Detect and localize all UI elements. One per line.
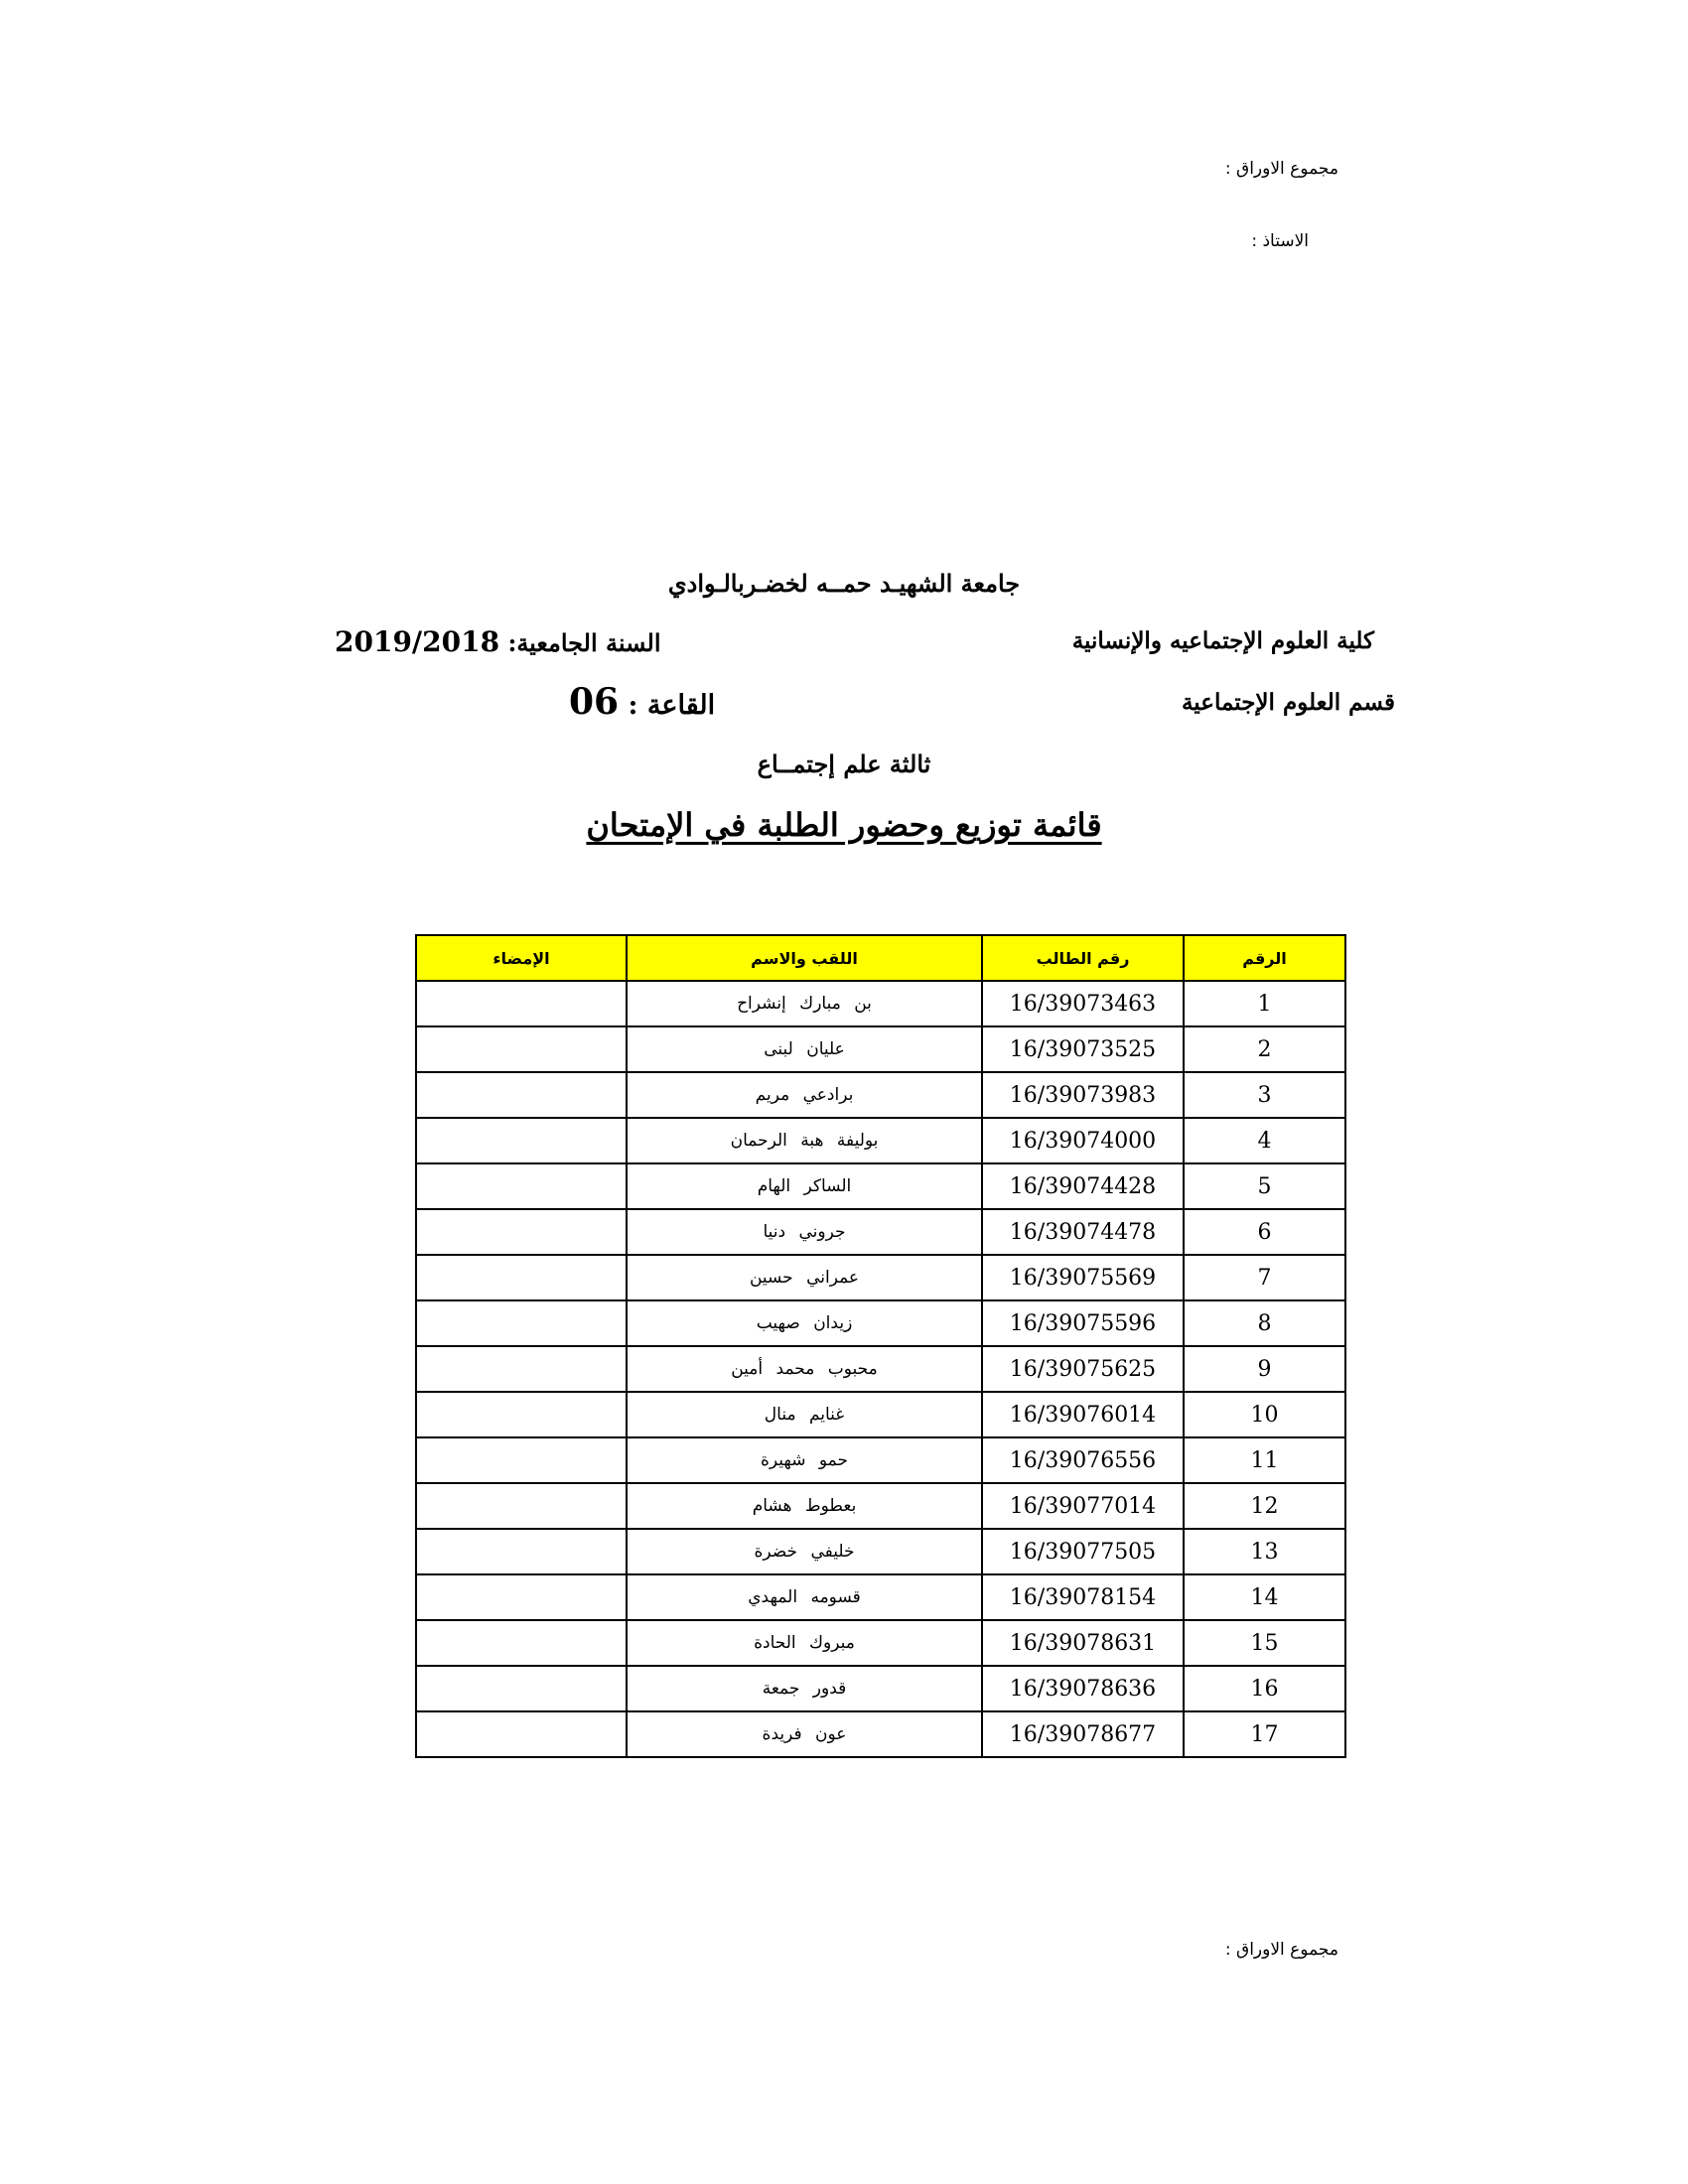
table-row bbox=[416, 1483, 1345, 1529]
cell-student-id: 16/39075625 bbox=[982, 1346, 1184, 1392]
cell-student-id: 16/39073525 bbox=[982, 1026, 1184, 1072]
cell-number: 5 bbox=[1184, 1163, 1345, 1209]
table-header-row bbox=[416, 935, 1345, 981]
cell-student-id: 16/39078636 bbox=[982, 1666, 1184, 1711]
department-name: قسم العلوم الإجتماعية bbox=[1181, 689, 1395, 716]
cell-student-name: برادعي مريم bbox=[627, 1072, 982, 1118]
cell-signature bbox=[416, 1437, 627, 1483]
cell-number: 14 bbox=[1184, 1574, 1345, 1620]
table-row bbox=[416, 1300, 1345, 1346]
table-row bbox=[416, 1026, 1345, 1072]
cell-number: 12 bbox=[1184, 1483, 1345, 1529]
academic-year-label: السنة الجامعية: bbox=[507, 628, 661, 657]
cell-number: 11 bbox=[1184, 1437, 1345, 1483]
cell-student-id: 16/39073463 bbox=[982, 981, 1184, 1026]
cell-student-id: 16/39075596 bbox=[982, 1300, 1184, 1346]
cell-student-name: زيدان صهيب bbox=[627, 1300, 982, 1346]
table-body bbox=[416, 981, 1345, 1757]
academic-year-value: 2019/2018 bbox=[335, 625, 500, 658]
table-row bbox=[416, 1437, 1345, 1483]
professor-label: الاستاذ : bbox=[1251, 231, 1309, 251]
cell-signature bbox=[416, 1392, 627, 1437]
sheets-total-label-top: مجموع الاوراق : bbox=[1224, 159, 1338, 179]
cell-student-id: 16/39078631 bbox=[982, 1620, 1184, 1666]
cell-signature bbox=[416, 1711, 627, 1757]
cell-signature bbox=[416, 1483, 627, 1529]
table-row bbox=[416, 1255, 1345, 1300]
cell-student-name: خليفي خضرة bbox=[627, 1529, 982, 1574]
table-row bbox=[416, 1666, 1345, 1711]
cell-number: 8 bbox=[1184, 1300, 1345, 1346]
table-row bbox=[416, 1620, 1345, 1666]
table-row bbox=[416, 981, 1345, 1026]
table-row bbox=[416, 1072, 1345, 1118]
cell-student-id: 16/39077505 bbox=[982, 1529, 1184, 1574]
cell-student-id: 16/39078154 bbox=[982, 1574, 1184, 1620]
cell-student-name: جروني دنيا bbox=[627, 1209, 982, 1255]
cell-student-name: بعطوط هشام bbox=[627, 1483, 982, 1529]
cell-student-name: عون فريدة bbox=[627, 1711, 982, 1757]
table-row bbox=[416, 1118, 1345, 1163]
cell-student-name: عمراني حسين bbox=[627, 1255, 982, 1300]
table-row bbox=[416, 1163, 1345, 1209]
document-title: قائمة توزيع وحضور الطلبة في الإمتحان bbox=[586, 806, 1102, 844]
cell-student-name: حمو شهيرة bbox=[627, 1437, 982, 1483]
cell-number: 3 bbox=[1184, 1072, 1345, 1118]
cell-student-name: بن مبارك إنشراح bbox=[627, 981, 982, 1026]
cell-student-id: 16/39076556 bbox=[982, 1437, 1184, 1483]
column-header-number: الرقم bbox=[1184, 935, 1345, 981]
column-header-signature: الإمضاء bbox=[416, 935, 627, 981]
cell-signature bbox=[416, 1574, 627, 1620]
cell-signature bbox=[416, 1620, 627, 1666]
cell-signature bbox=[416, 1209, 627, 1255]
cell-number: 16 bbox=[1184, 1666, 1345, 1711]
cell-signature bbox=[416, 981, 627, 1026]
table-row bbox=[416, 1392, 1345, 1437]
cell-number: 10 bbox=[1184, 1392, 1345, 1437]
hall bbox=[569, 681, 715, 723]
cell-number: 1 bbox=[1184, 981, 1345, 1026]
cell-student-name: بوليفة هبة الرحمان bbox=[627, 1118, 982, 1163]
attendance-table bbox=[415, 934, 1346, 1758]
table-row bbox=[416, 1574, 1345, 1620]
cell-student-name: قسومه المهدي bbox=[627, 1574, 982, 1620]
cell-number: 2 bbox=[1184, 1026, 1345, 1072]
cell-signature bbox=[416, 1255, 627, 1300]
cell-student-id: 16/39074478 bbox=[982, 1209, 1184, 1255]
academic-year bbox=[335, 625, 661, 658]
table-row bbox=[416, 1346, 1345, 1392]
cell-student-id: 16/39078677 bbox=[982, 1711, 1184, 1757]
cell-student-id: 16/39076014 bbox=[982, 1392, 1184, 1437]
cell-signature bbox=[416, 1072, 627, 1118]
cell-student-name: قدور جمعة bbox=[627, 1666, 982, 1711]
table-row bbox=[416, 1529, 1345, 1574]
cell-signature bbox=[416, 1026, 627, 1072]
faculty-name: كلية العلوم الإجتماعيه والإنسانية bbox=[1071, 627, 1374, 654]
cell-number: 6 bbox=[1184, 1209, 1345, 1255]
cell-signature bbox=[416, 1529, 627, 1574]
cell-student-name: عليان لبنى bbox=[627, 1026, 982, 1072]
cell-signature bbox=[416, 1666, 627, 1711]
column-header-student-id: رقم الطالب bbox=[982, 935, 1184, 981]
cell-signature bbox=[416, 1300, 627, 1346]
table-row bbox=[416, 1209, 1345, 1255]
column-header-name: اللقب والاسم bbox=[627, 935, 982, 981]
cell-student-name: محبوب محمد أمين bbox=[627, 1346, 982, 1392]
sheets-total-label-bottom: مجموع الاوراق : bbox=[1224, 1940, 1338, 1960]
cell-student-name: غنايم منال bbox=[627, 1392, 982, 1437]
cell-number: 4 bbox=[1184, 1118, 1345, 1163]
cell-signature bbox=[416, 1118, 627, 1163]
cell-student-id: 16/39074000 bbox=[982, 1118, 1184, 1163]
cell-student-id: 16/39073983 bbox=[982, 1072, 1184, 1118]
cell-student-id: 16/39075569 bbox=[982, 1255, 1184, 1300]
cell-student-id: 16/39074428 bbox=[982, 1163, 1184, 1209]
level-title: ثالثة علم إجتمــاع bbox=[757, 750, 931, 778]
cell-number: 7 bbox=[1184, 1255, 1345, 1300]
cell-signature bbox=[416, 1163, 627, 1209]
table-row bbox=[416, 1711, 1345, 1757]
hall-value: 06 bbox=[569, 681, 620, 723]
cell-number: 15 bbox=[1184, 1620, 1345, 1666]
cell-number: 13 bbox=[1184, 1529, 1345, 1574]
cell-student-id: 16/39077014 bbox=[982, 1483, 1184, 1529]
hall-label: القاعة : bbox=[628, 690, 716, 721]
cell-number: 9 bbox=[1184, 1346, 1345, 1392]
cell-student-name: مبروك الحادة bbox=[627, 1620, 982, 1666]
cell-student-name: الساكر الهام bbox=[627, 1163, 982, 1209]
cell-number: 17 bbox=[1184, 1711, 1345, 1757]
cell-signature bbox=[416, 1346, 627, 1392]
university-name: جامعة الشهيـد حمــه لخضـربالـوادي bbox=[667, 569, 1021, 598]
